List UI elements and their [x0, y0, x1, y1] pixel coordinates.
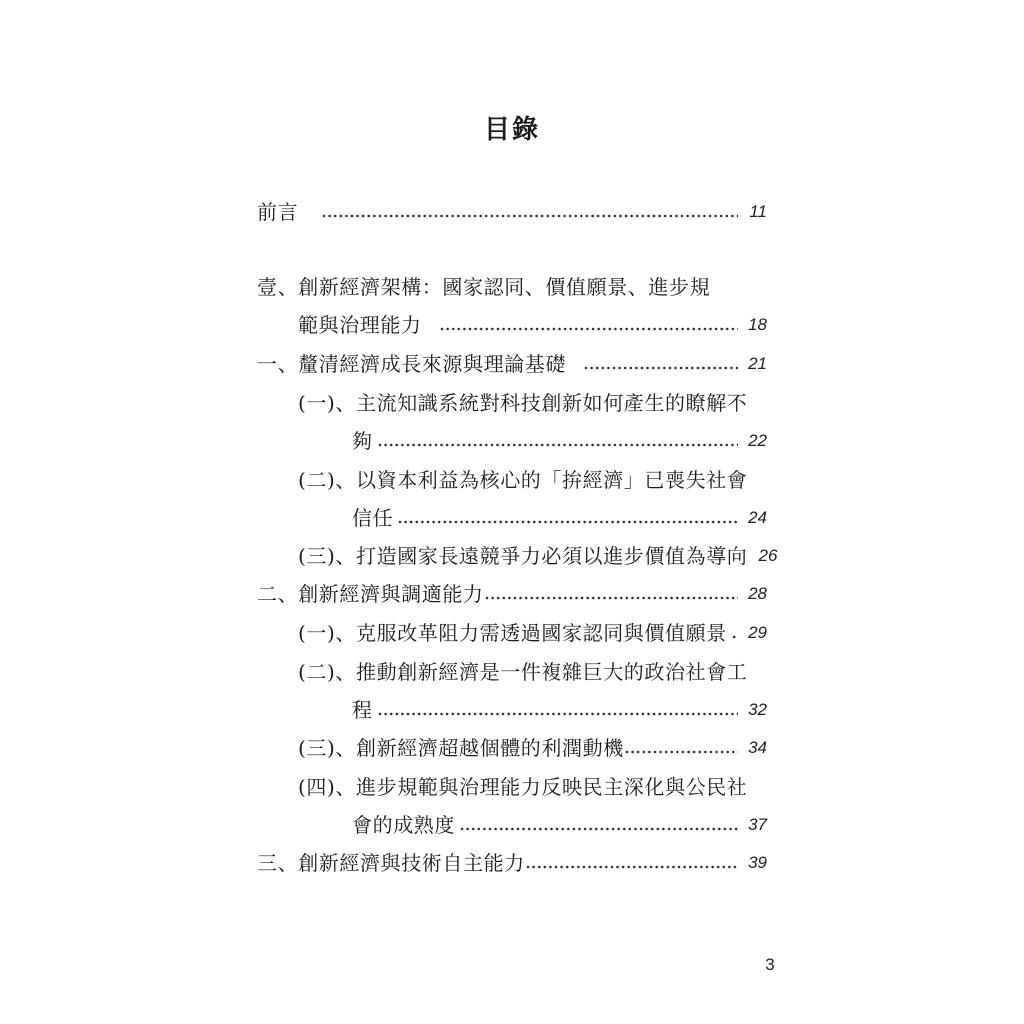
toc-entry-preface [257, 199, 767, 225]
toc-entry-title-continued: 範與治理能力 [298, 313, 422, 337]
dot-leader [625, 750, 738, 754]
dot-leader [378, 712, 738, 716]
toc-entry-title: (四)、進步規範與治理能力反映民主深化與公民社 [298, 775, 748, 799]
toc-entry-page: 39 [748, 853, 767, 872]
toc-entry-page: 32 [748, 700, 767, 719]
toc-entry-title: 壹、創新經濟架構：國家認同、價值願景、進步規 [257, 275, 711, 299]
toc-entry-title-continued: 程 [352, 698, 373, 722]
toc-entry-page: 24 [748, 508, 767, 527]
dot-leader [440, 327, 738, 331]
toc-entry-page: 34 [748, 738, 767, 757]
toc-entry-subsection-1-2-line-1 [298, 467, 767, 493]
toc-entry-title-continued: 信任 [352, 506, 394, 530]
toc-entry-section-3 [257, 850, 767, 876]
toc-entry-title: (三)、打造國家長遠競爭力必須以進步價值為導向 [298, 544, 748, 568]
toc-entry-page: 21 [748, 354, 767, 373]
toc-entry-title: 三、創新經濟與技術自主能力 [257, 851, 525, 875]
toc-entry-page: 29 [748, 623, 767, 642]
toc-entry-title: 前言 [257, 200, 299, 224]
toc-entry-subsection-2-2-line-2 [352, 697, 767, 723]
toc-entry-title: (二)、以資本利益為核心的「拚經濟」已喪失社會 [298, 468, 748, 492]
toc-entry-title: 二、創新經濟與調適能力 [257, 582, 484, 606]
dot-leader [460, 827, 738, 831]
toc-entry-subsection-2-1 [298, 620, 767, 646]
toc-entry-page: 26 [758, 546, 778, 565]
toc-entry-title: (三)、創新經濟超越個體的利潤動機 [298, 736, 624, 760]
toc-entry-subsection-2-4-line-1 [298, 774, 767, 800]
toc-entry-subsection-1-1-line-1 [298, 390, 767, 416]
toc-entry-subsection-2-4-line-2 [352, 812, 767, 838]
toc-entry-title: 一、釐清經濟成長來源與理論基礎 [257, 352, 566, 376]
dot-leader [732, 635, 738, 639]
toc-entry-page: 28 [748, 584, 767, 603]
toc-entry-title: (一)、克服改革阻力需透過國家認同與價值願景 [298, 621, 727, 645]
dot-leader [526, 865, 738, 869]
dot-leader [322, 214, 738, 218]
dot-leader [485, 596, 738, 600]
toc-entry-subsection-2-2-line-1 [298, 659, 767, 685]
toc-entry-page: 18 [748, 315, 767, 334]
dot-leader [584, 366, 738, 370]
toc-entry-page: 22 [748, 431, 767, 450]
toc-entry-part-1-line-2 [298, 312, 767, 338]
toc-entry-subsection-1-3 [298, 543, 778, 569]
toc-entry-subsection-1-2-line-2 [352, 505, 767, 531]
toc-entry-title-continued: 會的成熟度 [352, 813, 455, 837]
toc-entry-subsection-1-1-line-2 [352, 428, 767, 454]
toc-entry-page: 37 [748, 815, 767, 834]
dot-leader [378, 443, 738, 447]
toc-entry-title: (二)、推動創新經濟是一件複雜巨大的政治社會工 [298, 660, 748, 684]
page-number: 3 [765, 955, 775, 974]
toc-title: 目錄 [483, 115, 540, 145]
toc-entry-section-1 [257, 351, 767, 377]
toc-entry-title-continued: 夠 [352, 429, 373, 453]
dot-leader [398, 520, 738, 524]
toc-entry-subsection-2-3 [298, 735, 767, 761]
toc-entry-part-1-line-1 [257, 274, 767, 300]
toc-entry-page: 11 [749, 202, 767, 221]
toc-entry-title: (一)、主流知識系統對科技創新如何產生的瞭解不 [298, 391, 748, 415]
toc-entry-section-2 [257, 581, 767, 607]
